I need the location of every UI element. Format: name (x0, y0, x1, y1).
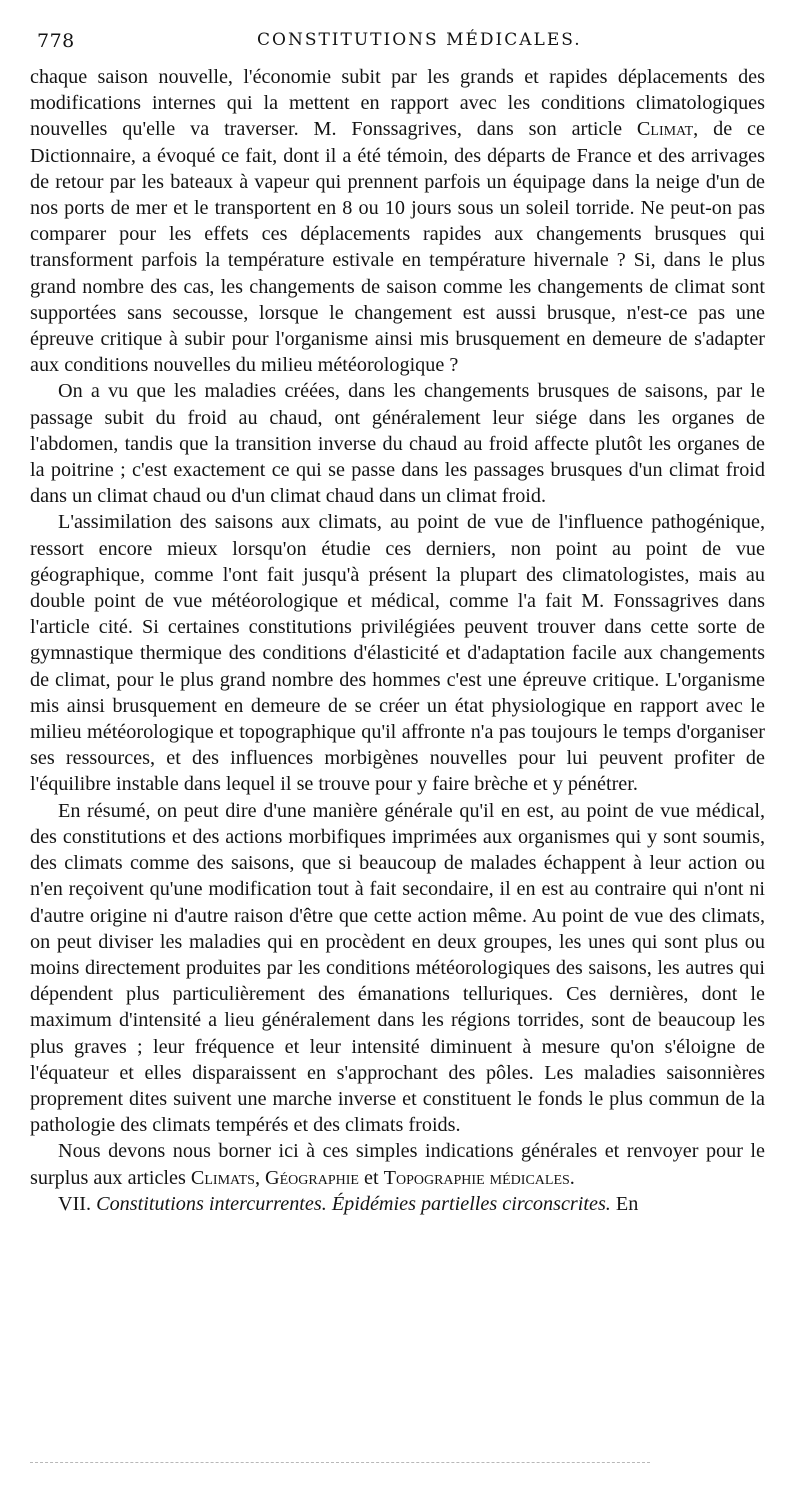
paragraph-2: On a vu que les maladies créées, dans les changements brusques de saisons, par le passage subit du froid au chaud, ont généralement leur siége dans les organes de l'abdomen, tandis que la transition inverse du chaud au froid affecte plutôt les organes de la poitrine ; c'est exactement ce qui se passe dans les passages brusques d'un climat froid dans un climat chaud ou d'un climat chaud dans un climat froid. (30, 380, 765, 508)
section-continuation: En (610, 1192, 639, 1215)
running-head: CONSTITUTIONS MÉDICALES. (257, 30, 582, 50)
separator: , (254, 1166, 266, 1189)
reference-climats: Climats (190, 1166, 255, 1189)
footer-rule (30, 1462, 650, 1463)
body-text (30, 64, 765, 1217)
reference-climat: Climat (636, 118, 694, 141)
period: . (569, 1166, 575, 1189)
section-numeral: VII. (58, 1192, 97, 1215)
page-header (37, 30, 765, 58)
paragraph-3: L'assimilation des saisons aux climats, au point de vue de l'influence pathogénique, ressort encore mieux lorsqu'on étudie ces derniers, non point au point de vue géographique, comme l'ont fait jusqu'à présent la plupart des climatologistes, mais au double point de vue météorologique et médical, comme l'a fait M. Fonssagrives dans l'article cité. Si certaines constitutions privilégiées peuvent trouver dans cette sorte de gymnastique thermique des conditions d'élasticité et d'adaptation facile aux changements de climat, pour le plus grand nombre des hommes c'est une épreuve critique. L'organisme mis ainsi brusquement en demeure de se créer un état physiologique en rapport avec le milieu météorologique et topographique qu'il affronte n'a pas toujours le temps d'organiser ses ressources, et des influences morbigènes nouvelles pour lui peuvent profiter de l'équilibre instable dans lequel il se trouve pour y faire brèche et y pénétrer. (30, 511, 765, 796)
separator: et (358, 1166, 384, 1189)
paragraph-4: En résumé, on peut dire d'une manière générale qu'il en est, au point de vue médical, des constitutions et des actions morbifiques imprimées aux organismes qui y sont soumis, des climats comme des saisons, que si beaucoup de malades échappent à leur action ou n'en reçoivent qu'une modification tout à fait secondaire, il en est au contraire qui n'ont ni d'autre origine ni d'autre raison d'être que cette action même. Au point de vue des climats, on peut diviser les maladies qui en procèdent en deux groupes, les unes qui sont plus ou moins directement produites par les conditions météorologiques des saisons, les autres qui dépendent plus particulièrement des émanations telluriques. Ces dernières, dont le maximum d'intensité a lieu généralement dans les régions torrides, sont de beaucoup les plus graves ; leur fréquence et leur intensité diminuent à mesure qu'on s'éloigne de l'équateur et elles disparaissent en s'approchant des pôles. Les maladies saisonnières proprement dites suivent une marche inverse et constituent le fonds le plus commun de la pathologie des climats tempérés et des climats froids. (30, 799, 765, 1137)
paragraph-1-text-b: , de ce Dictionnaire, a évoqué ce fait, dont il a été témoin, des départs de France et des arrivages de retour par les bateaux à vapeur qui prennent parfois un équipage dans la neige d'un de nos ports de mer et le transportent en 8 ou 10 jours sous un soleil torride. Ne peut-on pas comparer pour les effets ces déplacements rapides aux changements brusques qui transforment parfois la température estivale en température hivernale ? Si, dans le plus grand nombre des cas, les changements de saison comme les changements de climat sont supportées sans secousse, lorsque le changement est aussi brusque, n'est-ce pas une épreuve critique à subir pour l'organisme ainsi mis brusquement en demeure de s'adapter aux conditions nouvelles du milieu météorologique ? (30, 118, 765, 377)
paragraph-1-text-a: chaque saison nouvelle, l'économie subit par les grands et rapides déplacements des modifications internes qui la mettent en rapport avec les conditions climatologiques nouvelles qu'elle va traverser. M. Fonssagrives, dans son article (30, 66, 765, 141)
paragraph-1 (30, 64, 765, 378)
page-number: 778 (37, 30, 75, 52)
paragraph-5 (30, 1138, 765, 1190)
section-heading: Constitutions intercurrentes. Épidémies partielles circonscrites. (96, 1192, 611, 1215)
reference-geographie: Géographie (265, 1166, 359, 1189)
section-heading-paragraph (30, 1191, 765, 1217)
reference-topographie: Topographie médicales (383, 1166, 570, 1189)
paragraph-5-text: Nous devons nous borner ici à ces simples indications générales et renvoyer pour le surplus aux articles (30, 1140, 765, 1189)
